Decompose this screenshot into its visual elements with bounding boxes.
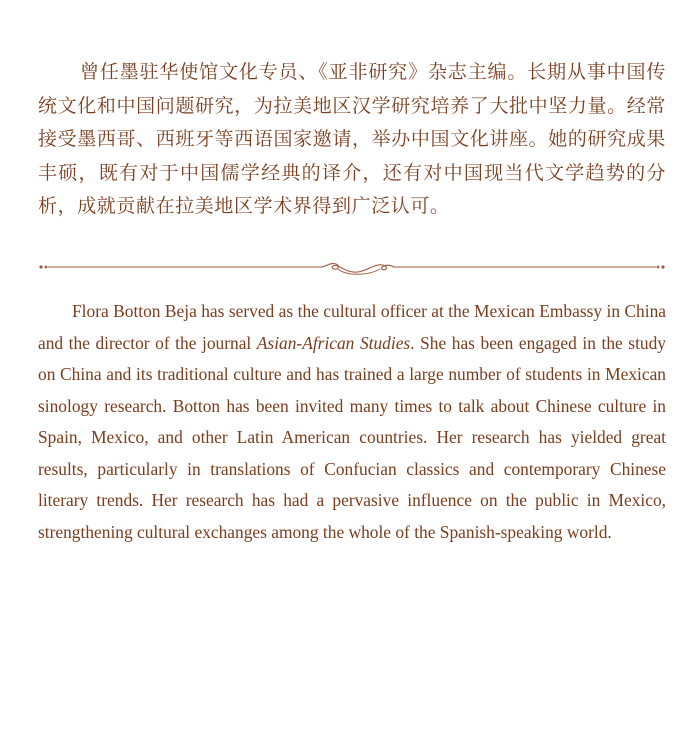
divider-center-flourish xyxy=(320,264,398,273)
divider-left-dot xyxy=(45,266,48,269)
divider-right-dot xyxy=(661,265,664,268)
ornamental-divider-icon xyxy=(38,256,666,280)
english-biography-paragraph xyxy=(38,296,666,548)
chinese-biography-paragraph: 曾任墨驻华使馆文化专员、《亚非研究》杂志主编。长期从事中国传统文化和中国问题研究，为拉美地区汉学研究培养了大批中坚力量。经常接受墨西哥、西班牙等西语国家邀请，举办中国文化讲座。她的研究成果丰硕，既有对于中国儒学经典的译介，还有对中国现当代文学趋势的分析，成就贡献在拉美地区学术界得到广泛认可。 xyxy=(38,61,666,217)
english-text-part2: . She has been engaged in the study on China and its traditional culture and has trained a large number of students in Mexican sinology research. Botton has been invited many times to talk about Chinese culture in Spain, Mexico, and other Latin American countries. Her research has yielded great results, particularly in translations of Confucian classics and contemporary Chinese literary trends. Her research has had a pervasive influence on the public in Mexico, strengthening cultural exchanges among the whole of the Spanish-speaking world. xyxy=(38,332,666,542)
divider-left-dot xyxy=(39,265,42,268)
journal-title: Asian-African Studies xyxy=(256,332,411,353)
divider-right-dot xyxy=(657,266,660,269)
english-text-part1: Flora Botton Beja has served as the cultural officer at the Mexican Embassy in China and the director of the journal xyxy=(38,301,666,353)
